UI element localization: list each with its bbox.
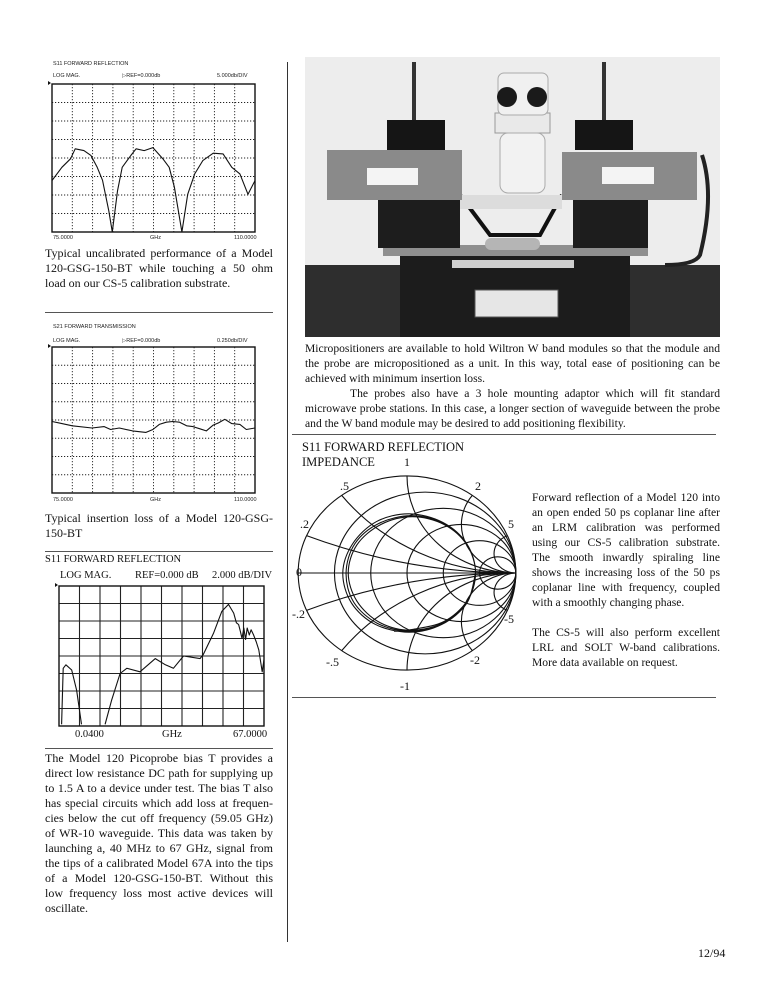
chart-mode: LOG MAG. [53, 73, 81, 79]
chart-title: S11 FORWARD REFLECTION [45, 554, 182, 565]
smith-title: S11 FORWARD REFLECTION [302, 440, 465, 454]
photo-caption [305, 341, 720, 431]
chart-scale: 2.000 dB/DIV [212, 570, 273, 581]
smith-label-x2: 2 [475, 479, 481, 493]
chart-ref: ▷REF=0.000db [122, 73, 161, 79]
smith-label-x-1: -1 [400, 679, 410, 693]
smith-description-paragraph-2: The CS-5 will also perform excellent LRL and SOLT W-band calibrations. More data available on request. [532, 626, 720, 669]
smith-label-x0: 0 [296, 565, 302, 579]
smith-label-x-0.5: -.5 [326, 655, 339, 669]
smith-description-paragraph-1: Forward reflection of a Model 120 into an open ended 50 ps coplanar line after an LRM calibration was performed using our CS-5 calibration substrate. The smooth inwardly spiraling line shows the increasing loss of the 50 ps coplanar line with frequency, coupled with a smoothly changing phase. [532, 491, 720, 609]
x-axis-label: GHz [162, 729, 182, 740]
chart-mode: LOG MAG. [60, 570, 112, 581]
x-axis-label: GHz [150, 497, 161, 503]
chart-title: S21 FORWARD TRANSMISSION [53, 324, 136, 330]
smith-subtitle: IMPEDANCE [302, 455, 375, 469]
x-start-label: 0.0400 [75, 729, 104, 740]
chart-title: S11 FORWARD REFLECTION [53, 61, 129, 67]
x-stop-label: 110.0000 [234, 235, 257, 241]
reactance-arc [461, 495, 515, 573]
smith-label-x1: 1 [404, 455, 410, 469]
smith-label-x-5: -5 [504, 612, 514, 626]
x-axis-label: GHz [150, 235, 161, 241]
smith-label-x5: 5 [508, 517, 514, 531]
x-start-label: 75.0000 [53, 497, 73, 503]
caption-chart3: The Model 120 Picoprobe bias T provides a direct low resistance DC path for supplying up to 1.5 A to a device under test. The bias T also has special circuits which add loss at frequen-cies below the cut off frequency (59.05 GHz) of WR-10 waveguide. This data was taken by launching a, 40 MHz to 67 GHz, signal from the tips of a calibrated Model 67A into the tips of a Model 120-GSG-150-BT. Without this low frequency loss most active devices will oscillate. [45, 751, 273, 915]
data-series-trace [62, 604, 264, 724]
chart-scale: 0.250db/DIV [217, 338, 248, 344]
caption-chart1: Typical uncalibrated performance of a Model 120-GSG-150-BT while touching a 50 ohm load on our CS-5 calibration substrate. [45, 246, 273, 290]
smith-label-x-2: -2 [470, 653, 480, 667]
chart-ref: ▷REF=0.000db [122, 338, 161, 344]
chart-mode: LOG MAG. [53, 338, 81, 344]
smith-label-x0.5: .5 [340, 479, 349, 493]
reference-marker-icon [55, 583, 58, 587]
chart-ref-label: REF=0.000db [126, 338, 161, 344]
page-number: 12/94 [698, 946, 726, 960]
caption-chart2: Typical insertion loss of a Model 120-GSG-150-BT [45, 511, 273, 540]
smith-label-x0.2: .2 [300, 517, 309, 531]
photo-caption-paragraph-1: Micropositioners are available to hold Wiltron W band modules so that the module and the probe are micropositioned as a unit. In this way, total ease of positioning can be achieved with minimum insertion loss. [305, 342, 720, 385]
smith-label-x-0.2: -.2 [292, 607, 305, 621]
probe-station-photo [305, 57, 720, 337]
x-stop-label: 67.0000 [233, 729, 268, 740]
smith-description [532, 490, 720, 670]
x-start-label: 75.0000 [53, 235, 73, 241]
chart-ref: REF=0.000 dB [135, 570, 199, 581]
chart-ref-label: REF=0.000db [126, 73, 161, 79]
x-stop-label: 110.0000 [234, 497, 257, 503]
smith-plot [296, 474, 518, 672]
chart-scale: 5.000db/DIV [217, 73, 248, 79]
photo-caption-paragraph-2: The probes also have a 3 hole mounting adaptor which will fit standard microwave probe stations. In this case, a longer section of waveguide between the probe and the W band module may be desired to add positioning flexibility. [305, 387, 720, 430]
